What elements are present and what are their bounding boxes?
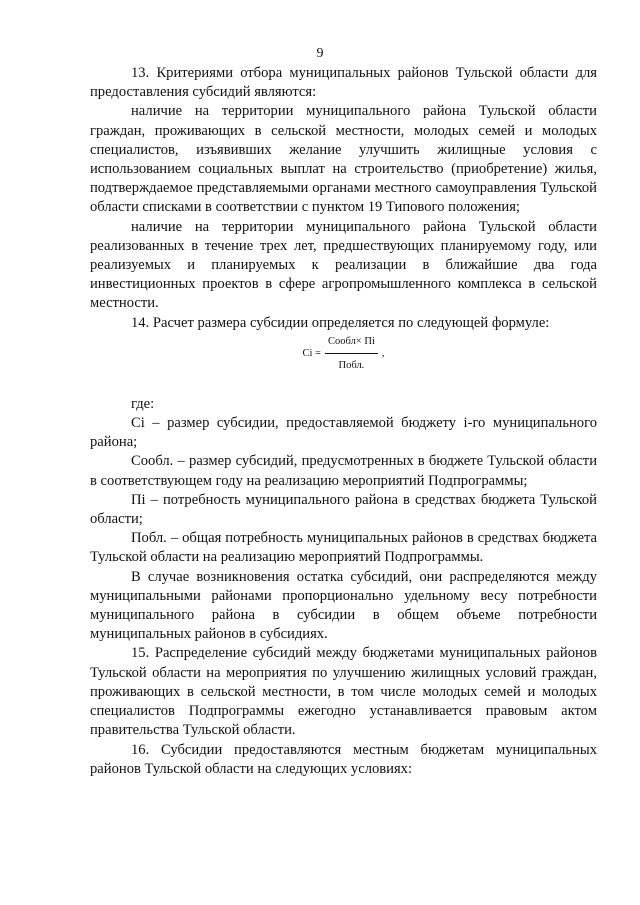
formula-fraction xyxy=(325,332,378,375)
paragraph: Сообл. – размер субсидий, предусмотренных в бюджете Тульской области в соответствующем году на реализацию мероприятий Подпрограммы; xyxy=(90,453,597,489)
formula-lhs: Ci = xyxy=(302,348,321,360)
formula-numerator: Сообл× Пi xyxy=(325,332,378,354)
paragraph: В случае возникновения остатка субсидий, они распределяются между муниципальными районами пропорционально удельному весу потребности муниципального района в субсидии в общем объеме потребности муниципальных районов в субсидиях. xyxy=(90,568,597,643)
page-number: 9 xyxy=(316,46,324,61)
paragraph: наличие на территории муниципального района Тульской области граждан, проживающих в сельской местности, молодых семей и молодых специалистов, изъявивших желание улучшить жилищные условия с использованием социальных выплат на строительство (приобретение) жилья, подтверждаемое представляемыми органами местного самоуправления Тульской области списками в соответствии с пунктом 19 Типового положения; xyxy=(90,103,597,216)
paragraph: 15. Распределение субсидий между бюджетами муниципальных районов Тульской области на мероприятия по улучшению жилищных условий граждан, проживающих в сельской местности, в том числе молодых семей и молодых специалистов Подпрограммы ежегодно устанавливается правовым актом правительства Тульской области. xyxy=(90,645,597,739)
paragraph: Пi – потребность муниципального района в средствах бюджета Тульской области; xyxy=(90,491,597,528)
formula-denominator: Побл. xyxy=(338,360,365,372)
paragraph: 16. Субсидии предоставляются местным бюджетам муниципальных районов Тульской области на следующих условиях: xyxy=(90,741,597,777)
formula-trailing: , xyxy=(381,348,385,360)
paragraph: Ci – размер субсидии, предоставляемой бюджету i-го муниципального района; xyxy=(90,415,597,451)
paragraph: Побл. – общая потребность муниципальных районов в средствах бюджета Тульской области на реализацию мероприятий Подпрограммы. xyxy=(90,530,597,566)
paragraph: наличие на территории муниципального района Тульской области реализованных в течение трех лет, предшествующих планируемому году, или реализуемых и планируемых к реализации в ближайшие два года инвестиционных проектов в сфере агропромышленного комплекса в сельской местности. xyxy=(90,218,597,312)
document-body xyxy=(90,64,597,779)
subsidy-formula xyxy=(90,335,597,373)
paragraph: 14. Расчет размера субсидии определяется по следующей формуле: xyxy=(131,314,550,331)
paragraph: 13. Критериями отбора муниципальных районов Тульской области для предоставления субсидий являются: xyxy=(90,65,597,101)
paragraph: где: xyxy=(131,395,155,412)
